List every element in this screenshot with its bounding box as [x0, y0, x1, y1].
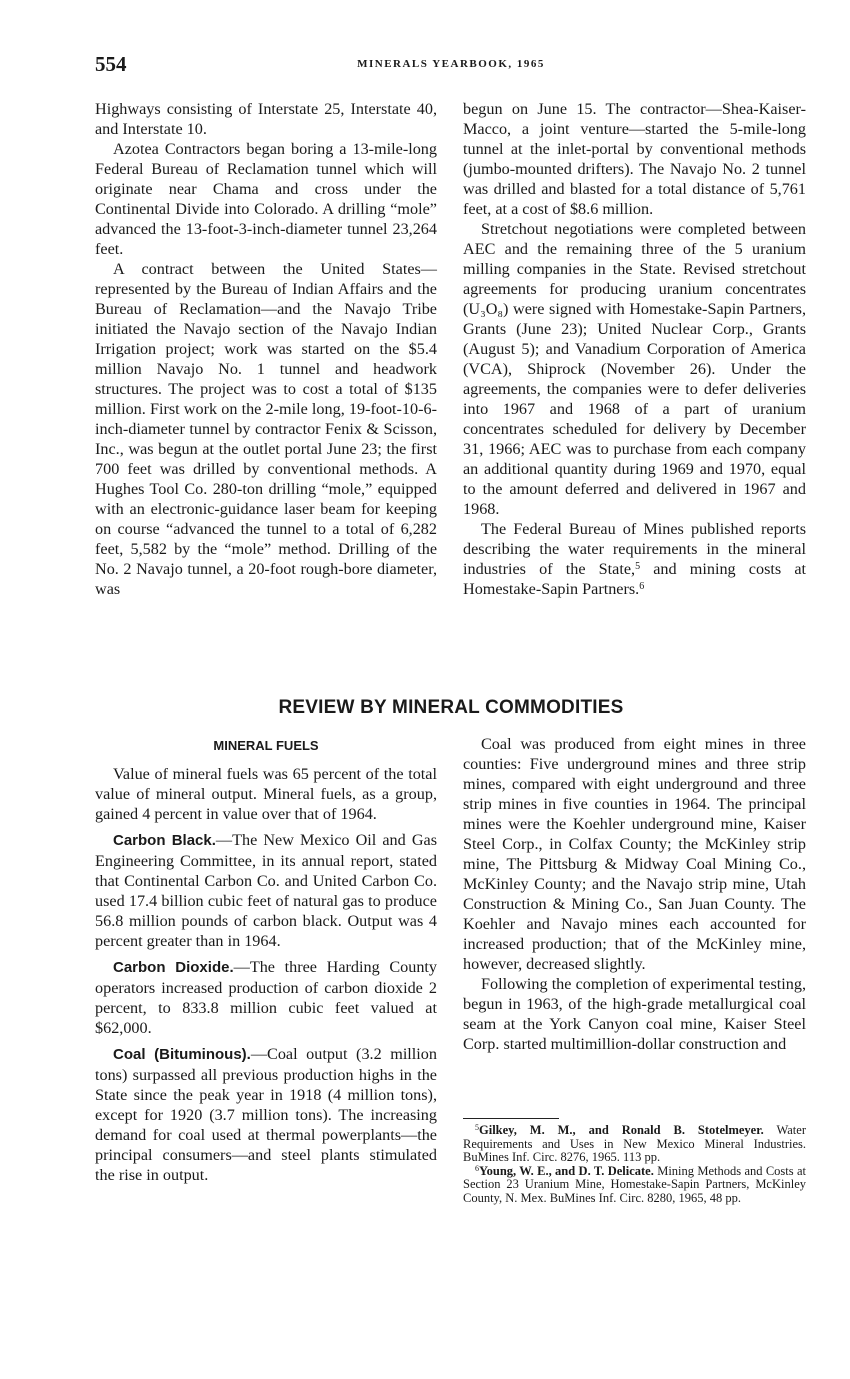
right-column-top — [463, 99, 806, 599]
carbon-black-label: Carbon Black. — [113, 832, 216, 849]
left-column-bottom — [95, 734, 437, 1191]
footnote-number: 6 — [475, 1163, 479, 1173]
bureau-reports-text-2: and mining costs at Homestake-Sapin Partners. — [463, 560, 807, 598]
footnote-author: Gilkey, M. M., and Ronald B. Stotelmeyer. — [479, 1123, 764, 1137]
paragraph-coal-mines: Coal was produced from eight mines in three counties: Five underground mines and three strip mines, compared with eight underground and three strip mines in five counties in 1964. The principal mines were the Koehler underground mine, Kaiser Steel Corp., in Colfax County; the McKinley strip mine, The Pittsburg & Midway Coal Mining Co., McKinley County; and the Navajo strip mine, Utah Construction & Mining Co., San Juan County. The Koehler and Navajo mines each accounted for increased production; that of the McKinley mine, however, decreased slightly. — [463, 735, 806, 973]
paragraph-mineral-fuels: Value of mineral fuels was 65 percent of the total value of mineral output. Mineral fuels, as a group, gained 4 percent in value over that of 1964. — [95, 765, 437, 823]
paragraph-carbon-black — [95, 830, 437, 951]
paragraph-highways: Highways consisting of Interstate 25, Interstate 40, and Interstate 10. — [95, 100, 437, 138]
paragraph-carbon-dioxide — [95, 957, 437, 1038]
footnote — [463, 1124, 806, 1165]
footnote-text: Mining Methods and Costs at Section 23 Uranium Mine, Homestake-Sapin Partners, McKinley County, N. Mex. BuMines Inf. Circ. 8280, 1965, 48 pp. — [463, 1163, 807, 1205]
footnotes — [463, 1124, 806, 1205]
footnote-ref-6: 6 — [639, 581, 645, 592]
footnote — [463, 1165, 806, 1206]
footnote-author: Young, W. E., and D. T. Delicate. — [479, 1163, 654, 1178]
running-title: MINERALS YEARBOOK, 1965 — [357, 58, 545, 70]
footnote-divider — [463, 1118, 559, 1119]
paragraph-shea-kaiser: begun on June 15. The contractor—Shea-Kaiser-Macco, a joint venture—started the 5-mile-long tunnel at the inlet-portal by conventional methods (jumbo-mounted drifters). The Navajo No. 2 tunnel was drilled and blasted for a total distance of 5,761 feet, at a cost of $8.6 million. — [463, 100, 806, 218]
paragraph-azotea: Azotea Contractors began boring a 13-mile-long Federal Bureau of Reclamation tunnel which will originate near Chama and cross under the Continental Divide into Colorado. A drilling “mole” advanced the 13-foot-3-inch-diameter tunnel 23,264 feet. — [95, 140, 437, 258]
footnote-text: Water Requirements and Uses in New Mexico Mineral Industries. BuMines Inf. Circ. 8276, 1965. 113 pp. — [463, 1123, 806, 1164]
left-column-top — [95, 99, 437, 599]
carbon-dioxide-text: —The three Harding County operators increased production of carbon dioxide 2 percent, to 833.8 million cubic feet valued at $62,000. — [95, 958, 438, 1037]
paragraph-stretchout: Stretchout negotiations were completed between AEC and the remaining three of the 5 uranium milling companies in the State. Revised stretchout agreements for producing uranium concentrates (U₃O₈) were signed with Homestake-Sapin Partners, Grants (June 23); United Nuclear Corp., Grants (August 5); and Vanadium Corporation of America (VCA), Shiprock (November 26). Under the agreements, the companies were to defer deliveries into 1967 and 1968 of a part of uranium concentrates scheduled for delivery by December 31, 1966; AEC was to purchase from each company an additional quantity during 1969 and 1970, equal to the amount deferred and delivered in 1967 and 1968. — [463, 220, 806, 518]
page-number: 554 — [95, 52, 127, 76]
paragraph-navajo-contract: A contract between the United States—represented by the Bureau of Indian Affairs and the Bureau of Reclamation—and the Navajo Tribe initiated the Navajo section of the Navajo Indian Irrigation project; work was started on the $5.4 million Navajo No. 1 tunnel and headwork structures. The project was to cost a total of $135 million. First work on the 2-mile long, 19-foot-10-6-inch-diameter tunnel by contractor Fenix & Scisson, Inc., was begun at the outlet portal June 23; the first 700 feet was drilled by conventional methods. A Hughes Tool Co. 280-ton drilling “mole,” equipped with an electronic-guidance laser beam for keeping on course “advanced the tunnel to a total of 6,282 feet, 5,582 by the “mole” method. Drilling of the No. 2 Navajo tunnel, a 20-foot rough-bore diameter, was — [95, 260, 437, 598]
coal-text: —Coal output (3.2 million tons) surpassed all previous production highs in the State since the peak year in 1918 (4 million tons), except for 1920 (3.7 million tons). The increasing demand for coal used at thermal powerplants—the principal consumers—and steel plants stimulated the rise in output. — [95, 1045, 437, 1184]
carbon-black-text: —The New Mexico Oil and Gas Engineering Committee, in its annual report, stated that Continental Carbon Co. and United Carbon Co. used 17.4 billion cubic feet of natural gas to produce 56.8 million pounds of carbon black. Output was 4 percent greater than in 1964. — [95, 831, 437, 950]
right-column-bottom — [463, 734, 806, 1054]
footnote-number: 5 — [475, 1123, 479, 1132]
coal-label: Coal (Bituminous). — [113, 1046, 251, 1063]
subheading-mineral-fuels: MINERAL FUELS — [213, 738, 319, 753]
paragraph-coal — [95, 1044, 437, 1185]
bureau-reports-text: The Federal Bureau of Mines published reports describing the water requirements in the mineral industries of the State, — [463, 520, 806, 578]
paragraph-york-canyon: Following the completion of experimental testing, begun in 1963, of the high-grade metallurgical coal seam at the York Canyon coal mine, Kaiser Steel Corp. started multimillion-dollar construction and — [463, 975, 806, 1053]
section-heading: REVIEW BY MINERAL COMMODITIES — [278, 697, 624, 718]
paragraph-bureau-reports — [463, 519, 806, 599]
footnote-ref-5: 5 — [635, 561, 641, 572]
page-header — [95, 52, 807, 82]
carbon-dioxide-label: Carbon Dioxide. — [113, 959, 234, 976]
